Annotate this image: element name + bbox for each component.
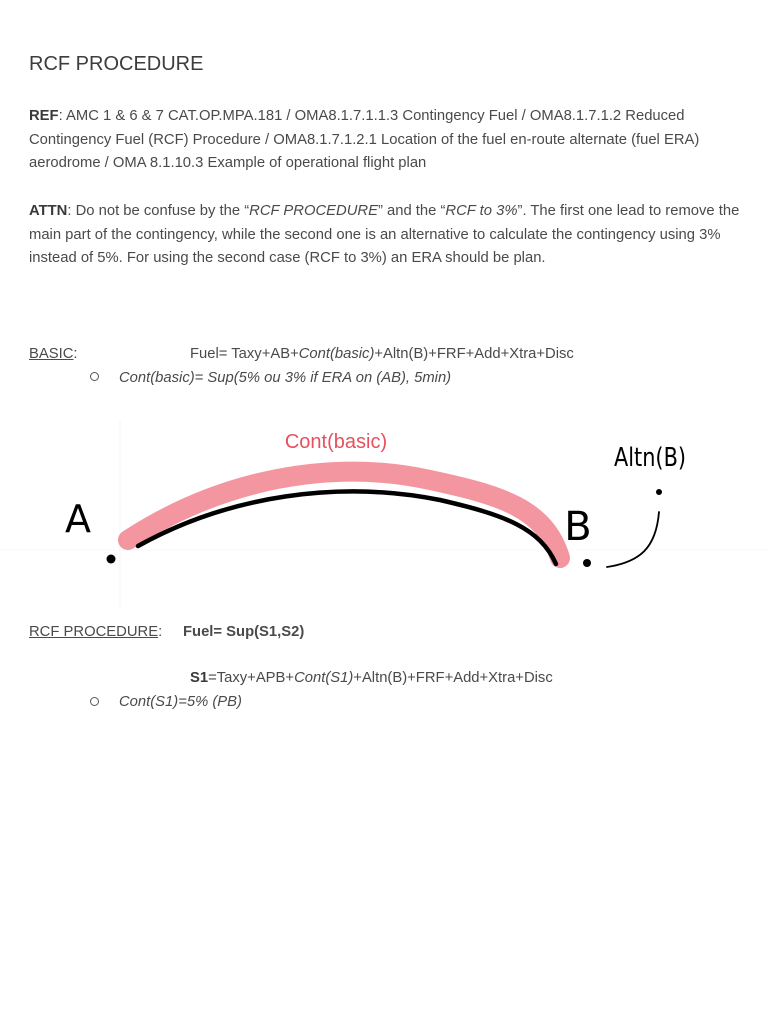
rcf-label: RCF PROCEDURE (29, 624, 159, 640)
attn-text-1: : Do not be confuse by the “ (67, 203, 250, 219)
route-diagram (0, 410, 768, 610)
attn-italic-rcf-procedure: RCF PROCEDURE (249, 203, 378, 219)
attn-paragraph (29, 200, 744, 271)
cont-basic-label: Cont(basic) (284, 431, 388, 453)
s1-formula-post: +Altn(B)+FRF+Add+Xtra+Disc (353, 670, 553, 686)
ref-label: REF (29, 108, 59, 124)
s1-formula-italic: Cont(S1) (294, 670, 354, 686)
ref-paragraph (29, 105, 744, 176)
point-a-dot (107, 555, 116, 564)
basic-formula-pre: Fuel= Taxy+AB+ (190, 346, 299, 362)
basic-formula-post: +Altn(B)+FRF+Add+Xtra+Disc (374, 346, 574, 362)
point-a-label: A (65, 497, 91, 541)
altn-b-label: Altn(B) (614, 443, 686, 473)
basic-formula-italic: Cont(basic) (298, 346, 375, 362)
basic-colon: : (73, 346, 78, 362)
basic-label: BASIC (29, 346, 74, 362)
s1-formula (190, 668, 553, 688)
point-b-dot (583, 559, 591, 567)
rcf-formula: Fuel= Sup(S1,S2) (183, 624, 305, 640)
rcf-heading (29, 622, 162, 642)
altn-dot (656, 489, 662, 495)
basic-formula (190, 344, 574, 364)
page-title: RCF PROCEDURE (29, 53, 204, 75)
point-b-label: B (564, 504, 592, 550)
rcf-bullet-text: Cont(S1)=5% (PB) (119, 694, 242, 710)
attn-text-2: ” and the “ (377, 203, 446, 219)
attn-label: ATTN (29, 203, 68, 219)
basic-heading (29, 344, 78, 364)
basic-bullet-text: Cont(basic)= Sup(5% ou 3% if ERA on (AB), 5min) (119, 370, 452, 386)
bullet-circle (90, 697, 99, 706)
ref-text: : AMC 1 & 6 & 7 CAT.OP.MPA.181 / OMA8.1.7.1.1.3 Contingency Fuel / OMA8.1.7.1.2 Reduced Contingency Fuel (RCF) Procedure / OMA8.1.7.1.2.1 Location of the fuel en-route alternate (fuel ERA) aerodrome / OMA 8.1.10.3 Example of operational flight plan (29, 108, 700, 171)
attn-text-3: ”. The first one lead to remove the main part of the contingency, while the second one is an alternative to calculate the contingency using 3% instead of 5%. For using the second case (RCF to 3%) an ERA should be plan. (29, 203, 740, 266)
bullet-circle (90, 372, 99, 381)
alternate-route-line (607, 512, 659, 567)
rcf-colon: : (158, 624, 163, 640)
s1-label: S1 (190, 670, 209, 686)
s1-formula-pre: =Taxy+APB+ (208, 670, 295, 686)
attn-italic-rcf-3: RCF to 3% (445, 203, 518, 219)
